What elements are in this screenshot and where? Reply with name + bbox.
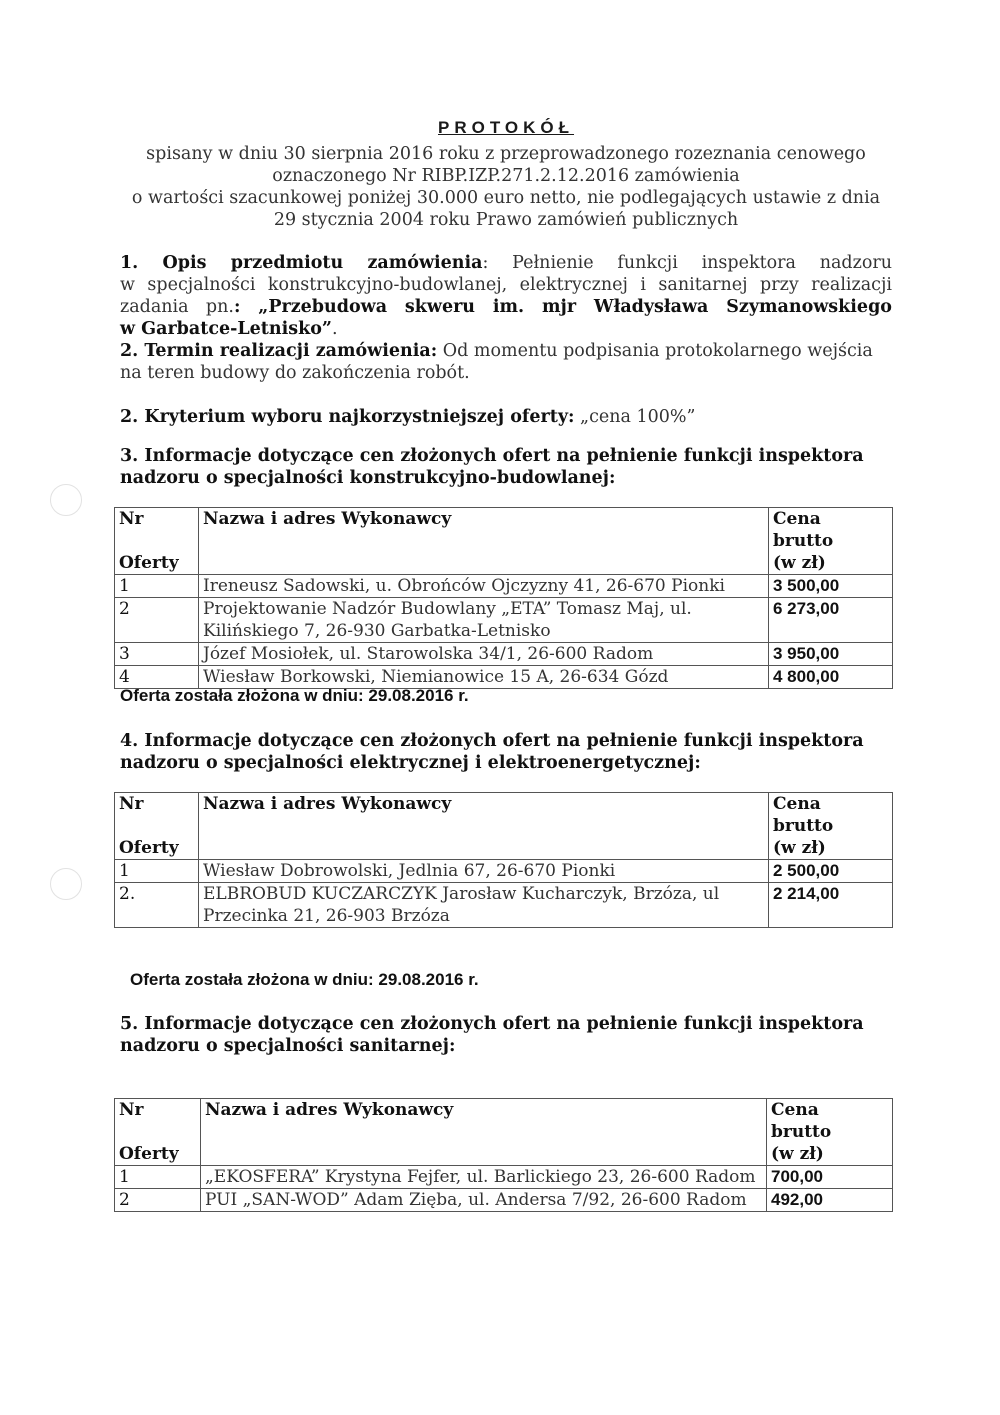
section-heading-line: 4. Informacje dotyczące cen złożonych ofert na pełnienie funkcji inspektora — [120, 731, 864, 751]
task-name-cont: w Garbatce-Letnisko” — [120, 319, 332, 339]
criterion-paragraph — [120, 406, 892, 428]
offer-price: 700,00 — [767, 1166, 893, 1189]
header-name: Nazwa i adres Wykonawcy — [199, 508, 769, 575]
document-title: PROTOKÓŁ — [437, 118, 575, 137]
offer-nr: 1 — [115, 860, 199, 883]
offer-price: 3 500,00 — [769, 575, 893, 598]
deadline-line-1 — [120, 340, 892, 362]
header-line: 29 stycznia 2004 roku Prawo zamówień publicznych — [273, 210, 739, 230]
deadline-label: 2. Termin realizacji zamówienia: — [120, 341, 438, 361]
offer-nr: 2 — [115, 1189, 201, 1212]
header-name: Nazwa i adres Wykonawcy — [201, 1099, 767, 1166]
offer-price: 4 800,00 — [769, 666, 893, 689]
offer-contractor: Józef Mosiołek, ul. Starowolska 34/1, 26-600 Radom — [199, 643, 769, 666]
table-row — [115, 598, 893, 643]
offer-contractor: Ireneusz Sadowski, u. Obrońców Ojczyzny 41, 26-670 Pionki — [199, 575, 769, 598]
offer-price: 6 273,00 — [769, 598, 893, 643]
section-heading-line: nadzoru o specjalności sanitarnej: — [120, 1036, 456, 1056]
section-heading — [120, 1013, 892, 1057]
offer-nr: 3 — [115, 643, 199, 666]
subject-line-3 — [120, 296, 892, 318]
offer-price: 2 500,00 — [769, 860, 893, 883]
header-nr-cell — [115, 793, 199, 860]
header-oferty: Oferty — [119, 838, 179, 858]
offer-price: 2 214,00 — [769, 883, 893, 928]
subject-line-4 — [120, 318, 892, 340]
subject-paragraph — [120, 252, 892, 340]
table-row — [115, 643, 893, 666]
header-nr-cell — [115, 508, 199, 575]
header-nr: Nr — [119, 794, 144, 814]
header-oferty: Oferty — [119, 1144, 179, 1164]
punch-hole-bottom — [50, 868, 82, 900]
offer-nr: 1 — [115, 575, 199, 598]
subject-text: : Pełnienie funkcji inspektora nadzoru — [482, 253, 892, 273]
offer-contractor: Wiesław Borkowski, Niemianowice 15 A, 26-634 Gózd — [199, 666, 769, 689]
offers-table — [114, 1098, 893, 1212]
table-row — [115, 883, 893, 928]
section-heading — [120, 445, 892, 489]
deadline-text: Od momentu podpisania protokolarnego wejścia — [437, 341, 873, 361]
header-nr: Nr — [119, 509, 144, 529]
section-heading-line: nadzoru o specjalności konstrukcyjno-budowlanej: — [120, 468, 616, 488]
section-heading-line: 5. Informacje dotyczące cen złożonych ofert na pełnienie funkcji inspektora — [120, 1014, 864, 1034]
subject-label: 1. Opis przedmiotu zamówienia — [120, 253, 483, 273]
header-price: Cena brutto (w zł) — [767, 1099, 893, 1166]
section-heading-line: 3. Informacje dotyczące cen złożonych ofert na pełnienie funkcji inspektora — [120, 446, 864, 466]
deadline-line-2: na teren budowy do zakończenia robót. — [120, 363, 470, 383]
offer-contractor: ELBROBUD KUCZARCZYK Jarosław Kucharczyk, Brzóza, ul Przecinka 21, 26-903 Brzóza — [199, 883, 769, 928]
subject-end: . — [331, 319, 338, 339]
offer-price: 3 950,00 — [769, 643, 893, 666]
submission-date-note: Oferta została złożona w dniu: 29.08.2016 r. — [120, 686, 469, 705]
header-name: Nazwa i adres Wykonawcy — [199, 793, 769, 860]
offers-table — [114, 507, 893, 689]
offer-nr: 2 — [115, 598, 199, 643]
subject-line-2: w specjalności konstrukcyjno-budowlanej, elektrycznej i sanitarnej przy realizacji — [120, 275, 892, 295]
header-price: Cena brutto (w zł) — [769, 508, 893, 575]
offer-contractor: Projektowanie Nadzór Budowlany „ETA” Tomasz Maj, ul. Kilińskiego 7, 26-930 Garbatka-Letnisko — [199, 598, 769, 643]
header-line: spisany w dniu 30 sierpnia 2016 roku z przeprowadzonego rozeznania cenowego — [146, 144, 866, 164]
offers-table — [114, 792, 893, 928]
submission-date-note: Oferta została złożona w dniu: 29.08.2016 r. — [130, 970, 479, 989]
header-oferty: Oferty — [119, 553, 179, 573]
header-nr-cell — [115, 1099, 201, 1166]
punch-hole-top — [50, 484, 82, 516]
section-heading-line: nadzoru o specjalności elektrycznej i elektroenergetycznej: — [120, 753, 701, 773]
offer-price: 492,00 — [767, 1189, 893, 1212]
table-row — [115, 1189, 893, 1212]
offer-contractor: PUI „SAN-WOD” Adam Zięba, ul. Andersa 7/92, 26-600 Radom — [201, 1189, 767, 1212]
table-header-row — [115, 1099, 893, 1166]
offer-nr: 1 — [115, 1166, 201, 1189]
task-name: : „Przebudowa skweru im. mjr Władysława Szymanowskiego — [233, 297, 892, 317]
table-header-row — [115, 508, 893, 575]
header-nr: Nr — [119, 1100, 144, 1120]
offer-contractor: „EKOSFERA” Krystyna Fejfer, ul. Barlickiego 23, 26-600 Radom — [201, 1166, 767, 1189]
offer-nr: 2. — [115, 883, 199, 928]
subject-line-1 — [120, 252, 892, 274]
criterion-value: „cena 100%” — [574, 407, 696, 427]
header-price: Cena brutto (w zł) — [769, 793, 893, 860]
criterion-label: 2. Kryterium wyboru najkorzystniejszej oferty: — [120, 407, 575, 427]
deadline-paragraph — [120, 340, 892, 384]
section-heading — [120, 730, 892, 774]
subject-prefix: zadania pn. — [120, 297, 234, 317]
document-header — [120, 143, 892, 231]
table-row — [115, 860, 893, 883]
table-header-row — [115, 793, 893, 860]
header-line: oznaczonego Nr RIBP.IZP.271.2.12.2016 zamówienia — [272, 166, 740, 186]
offer-contractor: Wiesław Dobrowolski, Jedlnia 67, 26-670 Pionki — [199, 860, 769, 883]
offer-nr: 4 — [115, 666, 199, 689]
table-row — [115, 1166, 893, 1189]
header-line: o wartości szacunkowej poniżej 30.000 euro netto, nie podlegających ustawie z dnia — [131, 188, 881, 208]
table-row — [115, 575, 893, 598]
